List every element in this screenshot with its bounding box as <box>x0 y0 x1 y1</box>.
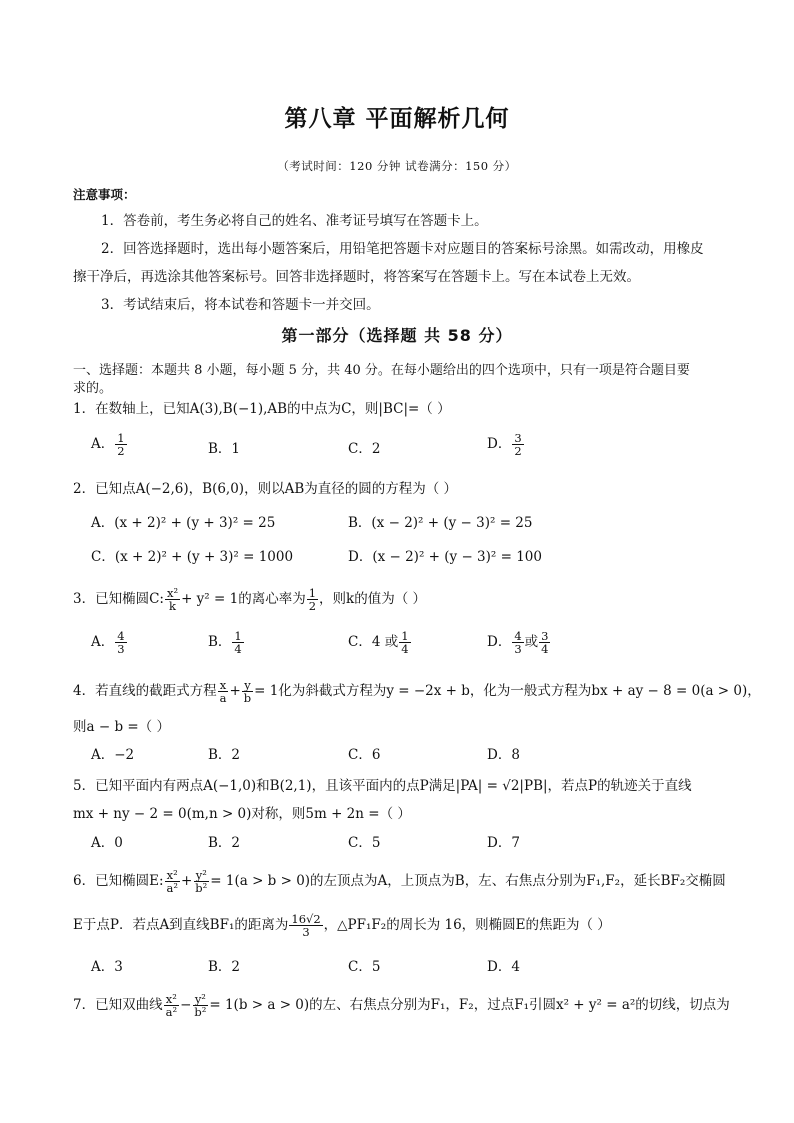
q4-stem-end: 化为斜截式方程为y = −2x + b，化为一般式方程为bx + ay − 8 = 0(a > 0)， <box>278 683 761 699</box>
q3-option-d-label: D． <box>487 634 512 650</box>
q6-option-d: D．4 <box>487 959 520 975</box>
q1-option-b: B．1 <box>208 441 241 457</box>
question-1-stem: 1．在数轴上，已知A(3),B(−1),AB的中点为C，则|BC|=（ ） <box>73 401 451 417</box>
q4-frac1-num: x <box>219 678 227 692</box>
q3-stem-start: 3．已知椭圆C: <box>73 591 164 607</box>
q6-frac3-num: 16√2 <box>291 912 321 926</box>
page-title: 第八章 平面解析几何 <box>284 106 510 132</box>
q3-option-d <box>487 630 551 655</box>
q7-frac-1 <box>164 993 179 1018</box>
q3-d-den2: 4 <box>541 642 549 656</box>
q1-option-a <box>91 432 128 457</box>
question-6-stem <box>73 866 726 896</box>
question-4-stem-cont: 则a − b =（ ） <box>73 719 170 735</box>
q4-option-d: D．8 <box>487 747 520 763</box>
question-5-stem-cont: mx + ny − 2 = 0(m,n > 0)对称，则5m + 2n =（ ） <box>73 806 411 822</box>
q1-option-a-label: A． <box>91 436 115 452</box>
q5-option-b: B．2 <box>208 835 241 851</box>
question-6-stem-cont <box>73 910 611 940</box>
q1-option-d-label: D． <box>487 436 512 452</box>
exam-info: （考试时间：120 分钟 试卷满分：150 分） <box>277 159 517 173</box>
q7-minus: − <box>180 997 192 1013</box>
q6-frac2-num: y² <box>195 868 207 882</box>
q1-option-a-fraction <box>115 432 126 457</box>
note-item-3: 3．考试结束后，将本试卷和答题卡一并交回。 <box>101 297 380 313</box>
q3-b-den: 4 <box>234 642 242 656</box>
q1-option-d <box>487 432 525 457</box>
note-item-1: 1．答卷前，考生务必将自己的姓名、准考证号填写在答题卡上。 <box>101 213 488 229</box>
q7-frac-2 <box>192 993 208 1018</box>
q6-frac1-den: a² <box>166 881 178 895</box>
q2-option-b: B．(x − 2)² + (y − 3)² = 25 <box>348 515 533 531</box>
q3-c-den: 4 <box>401 642 409 656</box>
q6-stem-end: = 1(a > b > 0)的左顶点为A，上顶点为B，左、右焦点分别为F₁,F₂，延长BF₂交椭圆 <box>210 873 726 889</box>
q6-frac2-den: b² <box>195 881 208 895</box>
q3-stem-fraction-2 <box>307 587 318 612</box>
q4-frac1-den: a <box>219 691 227 705</box>
question-7-stem <box>73 990 730 1020</box>
q7-frac1-den: a² <box>165 1005 178 1019</box>
q5-option-d: D．7 <box>487 835 520 851</box>
q7-stem-start: 7．已知双曲线 <box>73 997 163 1013</box>
note-item-2-cont: 擦干净后，再选涂其他答案标号。回答非选择题时，将答案写在答题卡上。写在本试卷上无效。 <box>73 269 640 285</box>
section-intro-cont: 求的。 <box>73 381 113 396</box>
q4-stem-start: 4．若直线的截距式方程 <box>73 683 217 699</box>
q7-stem-end: = 1(b > a > 0)的左、右焦点分别为F₁，F₂，过点F₁引圆x² + y² = a²的切线，切点为 <box>209 997 730 1013</box>
q6-frac-1 <box>165 869 180 894</box>
q3-option-a <box>91 630 128 655</box>
question-5-stem: 5．已知平面内有两点A(−1,0)和B(2,1)，且该平面内的点P满足|PA| = √2|PB|，若点P的轨迹关于直线 <box>73 778 692 794</box>
question-4-stem <box>73 676 761 706</box>
q4-frac2-den: b <box>243 691 252 705</box>
q3-frac-num: x² <box>166 586 179 600</box>
question-3-stem <box>73 584 426 614</box>
q4-option-b: B．2 <box>208 747 241 763</box>
q6-plus: + <box>180 873 193 889</box>
q1-option-c: C．2 <box>348 441 381 457</box>
section-intro: 一、选择题：本题共 8 小题，每小题 5 分，共 40 分。在每小题给出的四个选项中，只有一项是符合题目要 <box>73 363 690 378</box>
q6-option-b: B．2 <box>208 959 241 975</box>
q6-frac1-num: x² <box>166 868 178 882</box>
q3-option-a-label: A． <box>91 634 115 650</box>
q3-d-num2: 3 <box>541 629 549 643</box>
q6-stem-start: 6．已知椭圆E: <box>73 873 164 889</box>
q3-c-num: 1 <box>401 629 409 643</box>
q3-d-den1: 3 <box>514 642 522 656</box>
q3-frac2-den: 2 <box>308 599 317 613</box>
q2-option-d: D．(x − 2)² + (y − 3)² = 100 <box>348 549 542 565</box>
q7-frac1-num: x² <box>165 992 177 1006</box>
q3-frac-den: k <box>169 599 176 613</box>
q3-stem-fraction <box>165 587 180 612</box>
q6-frac-2 <box>193 869 209 894</box>
q4-plus: + <box>229 683 241 699</box>
q4-frac-2 <box>242 679 253 704</box>
section-title: 第一部分（选择题 共 58 分） <box>281 326 513 345</box>
q6-frac-3 <box>289 913 322 938</box>
q6-line2-start: E于点P．若点A到直线BF₁的距离为 <box>73 917 289 933</box>
q3-option-b-label: B． <box>208 634 232 650</box>
q3-option-c-fraction <box>399 630 410 655</box>
q3-d-or: 或 <box>524 634 539 650</box>
q6-line2-end: ，△PF₁F₂的周长为 16，则椭圆E的焦距为（ ） <box>323 917 611 933</box>
q7-frac2-num: y² <box>194 992 206 1006</box>
q2-option-c: C．(x + 2)² + (y + 3)² = 1000 <box>91 549 294 565</box>
q1-d-numerator: 3 <box>514 431 522 445</box>
q1-d-denominator: 2 <box>514 444 522 458</box>
q3-a-den: 3 <box>117 642 125 656</box>
q3-option-c-label: C．4 或 <box>348 634 399 650</box>
q3-option-b-fraction <box>232 630 243 655</box>
q3-option-d-fraction-2 <box>539 630 550 655</box>
q4-frac-1 <box>218 679 229 704</box>
q7-frac2-den: b² <box>194 1005 207 1019</box>
q3-a-num: 4 <box>117 629 125 643</box>
q4-frac2-num: y <box>244 678 251 692</box>
q6-option-c: C．5 <box>348 959 381 975</box>
q3-option-d-fraction-1 <box>512 630 523 655</box>
q4-option-c: C．6 <box>348 747 381 763</box>
q5-option-c: C．5 <box>348 835 381 851</box>
q3-d-num1: 4 <box>514 629 522 643</box>
q3-b-num: 1 <box>234 629 242 643</box>
q5-option-a: A．0 <box>91 835 123 851</box>
q6-option-a: A．3 <box>91 959 123 975</box>
q3-option-c <box>348 630 412 655</box>
note-item-2: 2．回答选择题时，选出每小题答案后，用铅笔把答题卡对应题目的答案标号涂黑。如需改动，用橡皮 <box>101 241 704 257</box>
q1-a-numerator: 1 <box>117 431 125 445</box>
q3-stem-end: ，则k的值为（ ） <box>319 591 427 607</box>
q4-eq: = 1 <box>254 683 279 699</box>
notes-heading: 注意事项： <box>73 187 136 202</box>
q6-frac3-den: 3 <box>302 925 310 939</box>
question-2-stem: 2．已知点A(−2,6)，B(6,0)，则以AB为直径的圆的方程为（ ） <box>73 481 458 497</box>
q3-frac2-num: 1 <box>308 586 317 600</box>
q3-stem-mid: + y² = 1的离心率为 <box>181 591 306 607</box>
q1-option-d-fraction <box>512 432 523 457</box>
q1-a-denominator: 2 <box>117 444 125 458</box>
q3-option-b <box>208 630 245 655</box>
q4-option-a: A．−2 <box>91 747 135 763</box>
q2-option-a: A．(x + 2)² + (y + 3)² = 25 <box>91 515 276 531</box>
q3-option-a-fraction <box>115 630 126 655</box>
